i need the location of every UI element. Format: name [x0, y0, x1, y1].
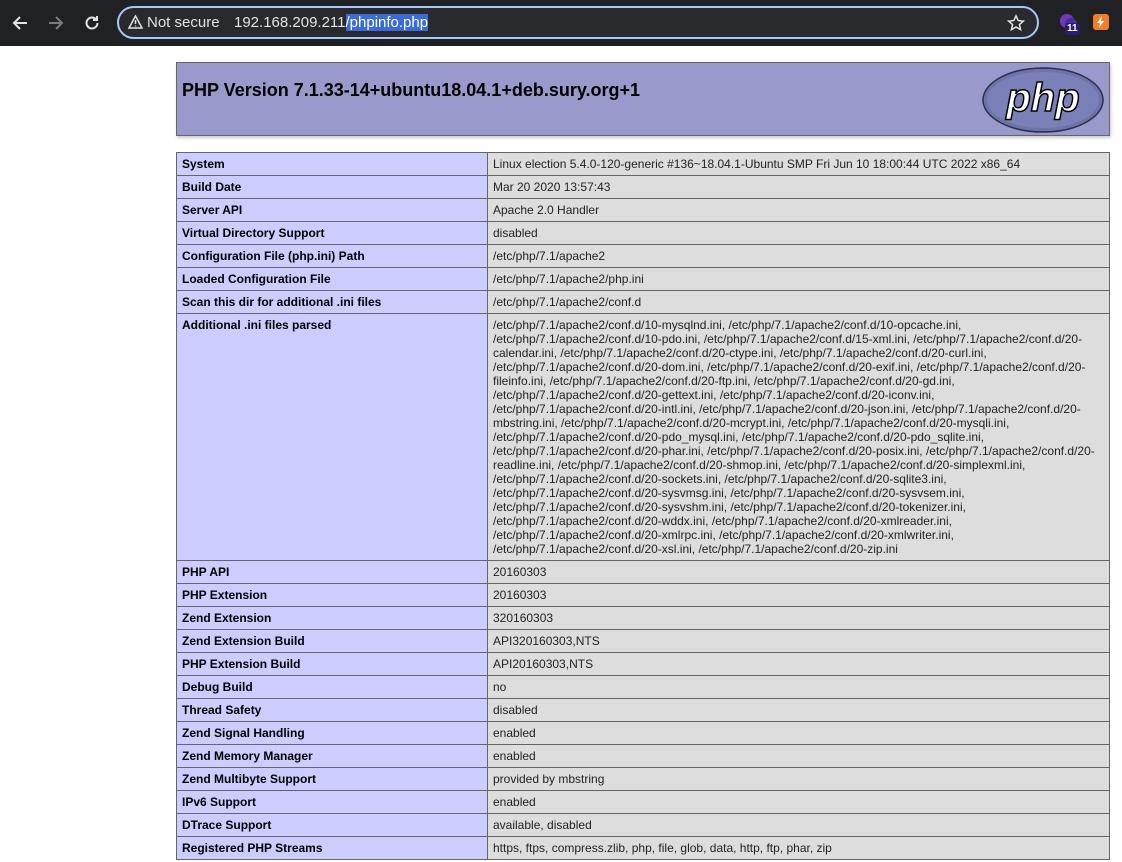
- row-value: enabled: [488, 722, 1110, 745]
- row-value: Linux election 5.4.0-120-generic #136~18.04.1-Ubuntu SMP Fri Jun 10 18:00:44 UTC 2022 x86_64: [488, 153, 1110, 176]
- row-label: Zend Multibyte Support: [177, 768, 488, 791]
- url-host: 192.168.209.211: [234, 14, 346, 31]
- row-value: Apache 2.0 Handler: [488, 199, 1110, 222]
- table-row: [177, 814, 1110, 837]
- table-row: [177, 768, 1110, 791]
- table-row: [177, 837, 1110, 860]
- page-title: PHP Version 7.1.33-14+ubuntu18.04.1+deb.sury.org+1: [182, 80, 641, 100]
- row-value: /etc/php/7.1/apache2/conf.d/10-mysqlnd.ini, /etc/php/7.1/apache2/conf.d/10-opcache.ini, /etc/php/7.1/apache2/conf.d/10-pdo.ini, /etc/php/7.1/apache2/conf.d/15-xml.ini, /etc/php/7.1/apache2/conf.d/20-calendar.ini, /etc/php/7.1/apache2/conf.d/20-ctype.ini, /etc/php/7.1/apache2/conf.d/20-curl.ini, /etc/php/7.1/apache2/conf.d/20-dom.ini, /etc/php/7.1/apache2/conf.d/20-exif.ini, /etc/php/7.1/apache2/conf.d/20-fileinfo.ini, /etc/php/7.1/apache2/conf.d/20-ftp.ini, /etc/php/7.1/apache2/conf.d/20-gd.ini, /etc/php/7.1/apache2/conf.d/20-gettext.ini, /etc/php/7.1/apache2/conf.d/20-iconv.ini, /etc/php/7.1/apache2/conf.d/20-intl.ini, /etc/php/7.1/apache2/conf.d/20-json.ini, /etc/php/7.1/apache2/conf.d/20-mbstring.ini, /etc/php/7.1/apache2/conf.d/20-mcrypt.ini, /etc/php/7.1/apache2/conf.d/20-mysqli.ini, /etc/php/7.1/apache2/conf.d/20-pdo_mysql.ini, /etc/php/7.1/apache2/conf.d/20-pdo_sqlite.ini, /etc/php/7.1/apache2/conf.d/20-phar.ini, /etc/php/7.1/apache2/conf.d/20-posix.ini, /etc/php/7.1/apache2/conf.d/20-readline.ini, /etc/php/7.1/apache2/conf.d/20-shmop.ini, /etc/php/7.1/apache2/conf.d/20-simplexml.ini, /etc/php/7.1/apache2/conf.d/20-sockets.ini, /etc/php/7.1/apache2/conf.d/20-sqlite3.ini, /etc/php/7.1/apache2/conf.d/20-sysvmsg.ini, /etc/php/7.1/apache2/conf.d/20-sysvsem.ini, /etc/php/7.1/apache2/conf.d/20-sysvshm.ini, /etc/php/7.1/apache2/conf.d/20-tokenizer.ini, /etc/php/7.1/apache2/conf.d/20-wddx.ini, /etc/php/7.1/apache2/conf.d/20-xmlreader.ini, /etc/php/7.1/apache2/conf.d/20-xmlrpc.ini, /etc/php/7.1/apache2/conf.d/20-xmlwriter.ini, /etc/php/7.1/apache2/conf.d/20-xsl.ini, /etc/php/7.1/apache2/conf.d/20-zip.ini: [488, 314, 1110, 561]
- row-value: Mar 20 2020 13:57:43: [488, 176, 1110, 199]
- row-value: provided by mbstring: [488, 768, 1110, 791]
- row-label: IPv6 Support: [177, 791, 488, 814]
- reload-button[interactable]: [80, 11, 104, 35]
- row-value: no: [488, 676, 1110, 699]
- table-row: [177, 176, 1110, 199]
- extension-icon[interactable]: [1058, 12, 1082, 36]
- table-row: [177, 314, 1110, 561]
- table-row: [177, 607, 1110, 630]
- php-logo-text: php: [1006, 76, 1080, 120]
- extension-badge: 11: [1067, 23, 1078, 34]
- table-row: [177, 745, 1110, 768]
- bookmark-star-icon[interactable]: [1007, 14, 1025, 32]
- table-row: [177, 676, 1110, 699]
- row-value: /etc/php/7.1/apache2/php.ini: [488, 268, 1110, 291]
- browser-toolbar: [0, 0, 1122, 46]
- table-row: [177, 222, 1110, 245]
- row-value: API20160303,NTS: [488, 653, 1110, 676]
- row-label: Debug Build: [177, 676, 488, 699]
- row-value: disabled: [488, 699, 1110, 722]
- row-label: DTrace Support: [177, 814, 488, 837]
- php-header: [176, 62, 1110, 136]
- arrow-left-icon: [11, 14, 29, 32]
- phpinfo-content: [176, 62, 1110, 855]
- table-row: [177, 722, 1110, 745]
- row-value: enabled: [488, 745, 1110, 768]
- reload-icon: [83, 14, 101, 32]
- row-label: Thread Safety: [177, 699, 488, 722]
- row-value: /etc/php/7.1/apache2/conf.d: [488, 291, 1110, 314]
- table-row: [177, 291, 1110, 314]
- row-value: 20160303: [488, 561, 1110, 584]
- row-label: Registered PHP Streams: [177, 837, 488, 860]
- back-button[interactable]: [8, 11, 32, 35]
- warning-icon[interactable]: [128, 15, 143, 29]
- row-value: API320160303,NTS: [488, 630, 1110, 653]
- row-label: PHP Extension: [177, 584, 488, 607]
- table-row: [177, 630, 1110, 653]
- row-label: Zend Signal Handling: [177, 722, 488, 745]
- php-info-table: [176, 152, 1110, 860]
- row-label: PHP Extension Build: [177, 653, 488, 676]
- row-value: /etc/php/7.1/apache2: [488, 245, 1110, 268]
- table-row: [177, 153, 1110, 176]
- row-label: Zend Extension: [177, 607, 488, 630]
- extension-bolt-button[interactable]: [1093, 14, 1109, 30]
- row-value: disabled: [488, 222, 1110, 245]
- row-value: enabled: [488, 791, 1110, 814]
- row-label: Zend Extension Build: [177, 630, 488, 653]
- table-row: [177, 653, 1110, 676]
- arrow-right-icon: [47, 14, 65, 32]
- table-row: [177, 199, 1110, 222]
- row-label: Virtual Directory Support: [177, 222, 488, 245]
- row-label: Build Date: [177, 176, 488, 199]
- url-path-selected: /phpinfo.php: [345, 14, 429, 31]
- table-row: [177, 584, 1110, 607]
- security-label[interactable]: Not secure: [147, 14, 220, 31]
- url-text[interactable]: [234, 14, 428, 31]
- table-row: [177, 268, 1110, 291]
- table-row: [177, 699, 1110, 722]
- row-label: Server API: [177, 199, 488, 222]
- row-label: Loaded Configuration File: [177, 268, 488, 291]
- php-logo-icon[interactable]: [982, 67, 1104, 133]
- row-value: https, ftps, compress.zlib, php, file, glob, data, http, ftp, phar, zip: [488, 837, 1110, 860]
- table-row: [177, 561, 1110, 584]
- table-row: [177, 791, 1110, 814]
- row-label: PHP API: [177, 561, 488, 584]
- row-label: System: [177, 153, 488, 176]
- row-label: Configuration File (php.ini) Path: [177, 245, 488, 268]
- row-label: Additional .ini files parsed: [177, 314, 488, 561]
- row-label: Scan this dir for additional .ini files: [177, 291, 488, 314]
- forward-button[interactable]: [44, 11, 68, 35]
- address-bar[interactable]: [117, 6, 1039, 39]
- row-value: 320160303: [488, 607, 1110, 630]
- lightning-icon: [1093, 14, 1109, 30]
- row-value: available, disabled: [488, 814, 1110, 837]
- row-value: 20160303: [488, 584, 1110, 607]
- table-row: [177, 245, 1110, 268]
- row-label: Zend Memory Manager: [177, 745, 488, 768]
